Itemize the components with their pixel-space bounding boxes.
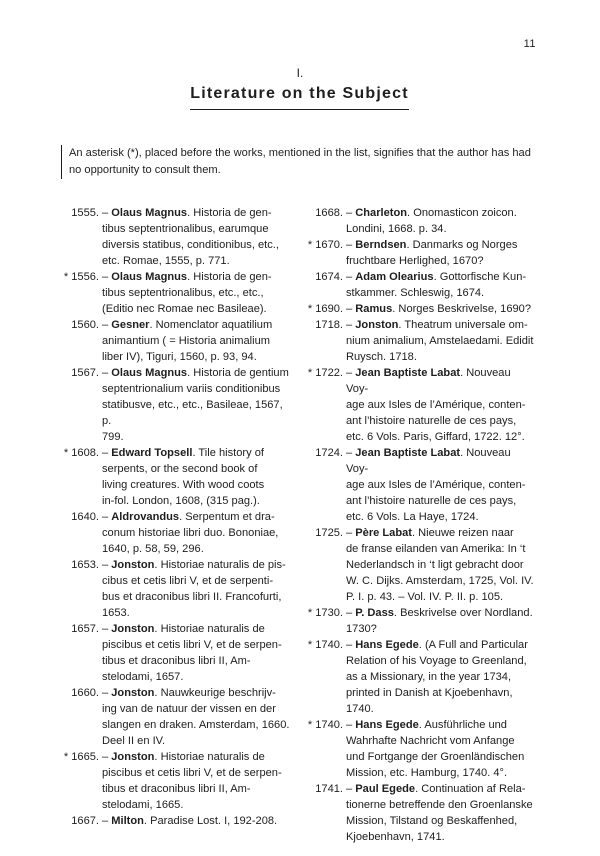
entry-author: Olaus Magnus [111, 367, 188, 379]
entry-author: Milton [111, 815, 144, 827]
entry-line: age aux Isles de l’Amérique, conten- [346, 479, 526, 491]
entry-author: Jonston [111, 623, 155, 635]
entry-line: und Fortgange der Groenländischen [346, 751, 525, 763]
bibliography-entry [60, 445, 290, 509]
bibliography-entry [304, 205, 534, 237]
entry-year: 1668. [315, 207, 343, 219]
entry-line: – P. Dass. Beskrivelse over Nordland. [346, 607, 533, 619]
entry-line: – Adam Olearius. Gottorfische Kun- [346, 271, 527, 283]
entry-line: – Ramus. Norges Beskrivelse, 1690? [346, 303, 532, 315]
entry-line: age aux Isles de l’Amérique, conten- [346, 399, 526, 411]
entry-line: piscibus et cetis libri V, et de serpen- [102, 639, 282, 651]
entry-year: * 1722. [307, 367, 343, 379]
bibliography-entry [304, 301, 534, 317]
entry-author: Hans Egede [355, 639, 419, 651]
entry-line: nium animalium, Amstelaedami. Edidit [346, 335, 534, 347]
entry-line: Deel II en IV. [102, 735, 166, 747]
entry-line: tibus septentrionalibus, earumque [102, 223, 269, 235]
entry-year: 1560. [71, 319, 99, 331]
entry-year: 1660. [71, 687, 99, 699]
entry-line: 1730? [346, 623, 377, 635]
entry-year: 1718. [315, 319, 343, 331]
bibliography-right-column [304, 205, 534, 845]
entry-year: * 1556. [63, 271, 99, 283]
entry-line: de franse eilanden van Amerika: In ‘t [346, 543, 526, 555]
entry-line: diversis statibus, conditionibus, etc., [102, 239, 279, 251]
entry-line: Mission, etc. Hamburg, 1740. 4°. [346, 767, 508, 779]
entry-line: 1653. [102, 607, 130, 619]
page-number: 11 [523, 38, 536, 50]
entry-line: as a Missionary, in the year 1734, [346, 671, 512, 683]
bibliography-entry [60, 685, 290, 749]
entry-line: tionerne betreffende den Groenlanske [346, 799, 533, 811]
entry-line: – Hans Egede. (A Full and Particular [346, 639, 528, 651]
entry-line: W. C. Dijks. Amsterdam, 1725, Vol. IV. [346, 575, 534, 587]
entry-line: (Editio nec Romae nec Basileae). [102, 303, 267, 315]
bibliography-entry [304, 317, 534, 365]
entry-line: in-fol. London, 1608, (315 pag.). [102, 495, 260, 507]
bibliography-entry [304, 365, 534, 445]
entry-author: Olaus Magnus [111, 207, 188, 219]
chapter-title: Literature on the Subject [190, 85, 409, 102]
entry-line: – Jonston. Theatrum universale om- [346, 319, 528, 331]
entry-line: Londini, 1668. p. 34. [346, 223, 447, 235]
entry-author: Jonston [111, 751, 155, 763]
entry-line: cibus et cetis libri V, et de serpenti- [102, 575, 274, 587]
bibliography-entry [60, 205, 290, 269]
intro-line: An asterisk (*), placed before the works, mentioned in the list, signifies that the author has had [69, 147, 531, 159]
entry-line: etc. 6 Vols. Paris, Giffard, 1722. 12°. [346, 431, 525, 443]
entry-line: animantium ( = Historia animalium [102, 335, 271, 347]
entry-author: Jonston [355, 319, 399, 331]
entry-line: – Jean Baptiste Labat. Nouveau Voy- [346, 447, 511, 475]
entry-author: Adam Olearius [355, 271, 434, 283]
entry-line: Ruysch. 1718. [346, 351, 417, 363]
entry-line: 1740. [346, 703, 374, 715]
bibliography-entry [304, 237, 534, 269]
entry-author: Olaus Magnus [111, 271, 188, 283]
bibliography-entry [304, 781, 534, 845]
entry-line: piscibus et cetis libri V, et de serpen- [102, 767, 282, 779]
entry-author: Hans Egede [355, 719, 419, 731]
entry-year: 1555. [71, 207, 99, 219]
entry-author: Gesner [111, 319, 150, 331]
entry-author: Aldrovandus [111, 511, 180, 523]
entry-author: Charleton [355, 207, 408, 219]
entry-year: * 1730. [307, 607, 343, 619]
entry-line: slangen en draken. Amsterdam, 1660. [102, 719, 290, 731]
entry-line: printed in Danish at Kjoebenhavn, [346, 687, 513, 699]
entry-line: – Jean Baptiste Labat. Nouveau Voy- [346, 367, 511, 395]
entry-line: – Jonston. Historiae naturalis de pis- [102, 559, 286, 571]
bibliography-entry [60, 269, 290, 317]
entry-line: conum historiae libri duo. Bononiae, [102, 527, 279, 539]
entry-year: 1725. [315, 527, 343, 539]
entry-line: – Jonston. Nauwkeurige beschrijv- [102, 687, 276, 699]
entry-line: Relation of his Voyage to Greenland, [346, 655, 527, 667]
entry-author: Jean Baptiste Labat [355, 447, 461, 459]
entry-line: tibus et draconibus libri II, Am- [102, 655, 251, 667]
entry-year: 1657. [71, 623, 99, 635]
entry-line: tibus et draconibus libri II, Am- [102, 783, 251, 795]
entry-line: 799. [102, 431, 124, 443]
entry-line: ant l’histoire naturelle de ces pays, [346, 415, 517, 427]
entry-line: – Père Labat. Nieuwe reizen naar [346, 527, 514, 539]
entry-line: – Hans Egede. Ausführliche und [346, 719, 507, 731]
entry-line: – Gesner. Nomenclator aquatilium [102, 319, 273, 331]
entry-line: – Jonston. Historiae naturalis de [102, 751, 265, 763]
intro-line: no opportunity to consult them. [69, 164, 221, 176]
entry-author: Père Labat [355, 527, 412, 539]
entry-year: 1640. [71, 511, 99, 523]
bibliography-entry [60, 813, 290, 829]
entry-line: septentrionalium variis conditionibus [102, 383, 281, 395]
entry-line: – Edward Topsell. Tile history of [102, 447, 264, 459]
entry-year: * 1665. [63, 751, 99, 763]
entry-year: * 1670. [307, 239, 343, 251]
bibliography-entry [60, 557, 290, 621]
title-underline [190, 109, 409, 110]
entry-year: * 1608. [63, 447, 99, 459]
entry-line: etc. Romae, 1555, p. 771. [102, 255, 230, 267]
entry-line: living creatures. With wood coots [102, 479, 265, 491]
bibliography-entry [60, 749, 290, 813]
entry-line: Wahrhafte Nachricht vom Anfange [346, 735, 515, 747]
entry-author: Ramus [355, 303, 393, 315]
entry-author: Edward Topsell [111, 447, 193, 459]
entry-author: P. Dass [355, 607, 394, 619]
entry-line: 1640, p. 58, 59, 296. [102, 543, 204, 555]
entry-line: liber IV), Tiguri, 1560, p. 93, 94. [102, 351, 257, 363]
bibliography-entry [60, 365, 290, 445]
chapter-number: I. [296, 66, 304, 80]
entry-author: Paul Egede [355, 783, 416, 795]
entry-line: – Charleton. Onomasticon zoicon. [346, 207, 517, 219]
entry-line: – Milton. Paradise Lost. I, 192-208. [102, 815, 278, 827]
entry-author: Jonston [111, 687, 155, 699]
entry-year: 1741. [315, 783, 343, 795]
bibliography-entry [304, 269, 534, 301]
entry-author: Berndsen [355, 239, 407, 251]
bibliography-entry [304, 605, 534, 637]
entry-line: stelodami, 1657. [102, 671, 184, 683]
bibliography-entry [60, 509, 290, 557]
bibliography-entry [60, 317, 290, 365]
entry-line: serpents, or the second book of [102, 463, 258, 475]
bibliography-entry [304, 637, 534, 717]
bibliography-entry [304, 445, 534, 525]
entry-line: – Olaus Magnus. Historia de gen- [102, 207, 272, 219]
entry-line: Kjoebenhavn, 1741. [346, 831, 445, 843]
entry-year: 1567. [71, 367, 99, 379]
entry-line: stelodami, 1665. [102, 799, 184, 811]
entry-line: Nederlandsch in ‘t ligt gebracht door [346, 559, 524, 571]
entry-year: * 1740. [307, 719, 343, 731]
entry-line: – Jonston. Historiae naturalis de [102, 623, 265, 635]
entry-year: * 1690. [307, 303, 343, 315]
entry-line: stkammer. Schleswig, 1674. [346, 287, 485, 299]
entry-line: – Olaus Magnus. Historia de gen- [102, 271, 272, 283]
bibliography-entry [304, 717, 534, 781]
bibliography-left-column [60, 205, 290, 829]
entry-year: 1653. [71, 559, 99, 571]
entry-line: tibus septentrionalibus, etc., etc., [102, 287, 264, 299]
entry-line: – Aldrovandus. Serpentum et dra- [102, 511, 275, 523]
bibliography-entry [60, 621, 290, 685]
entry-line: ant l’histoire naturelle de ces pays, [346, 495, 517, 507]
entry-line: etc. 6 Vols. La Haye, 1724. [346, 511, 479, 523]
entry-line: P. I. p. 43. – Vol. IV. P. II. p. 105. [346, 591, 504, 603]
entry-year: 1667. [71, 815, 99, 827]
entry-year: * 1740. [307, 639, 343, 651]
entry-line: fruchtbare Herlighed, 1670? [346, 255, 484, 267]
entry-line: Mission, Tilstand og Beskaffenhed, [346, 815, 518, 827]
entry-year: 1674. [315, 271, 343, 283]
entry-line: statibusve, etc., etc., Basileae, 1567, p. [102, 399, 283, 427]
entry-line: bus et draconibus libri II. Francofurti, [102, 591, 282, 603]
entry-author: Jonston [111, 559, 155, 571]
entry-line: – Paul Egede. Continuation af Rela- [346, 783, 526, 795]
entry-line: – Berndsen. Danmarks og Norges [346, 239, 518, 251]
entry-line: – Olaus Magnus. Historia de gentium [102, 367, 289, 379]
bibliography-entry [304, 525, 534, 605]
entry-line: ing van de natuur der vissen en der [102, 703, 276, 715]
intro-note [61, 145, 547, 179]
entry-year: 1724. [315, 447, 343, 459]
entry-author: Jean Baptiste Labat [355, 367, 461, 379]
